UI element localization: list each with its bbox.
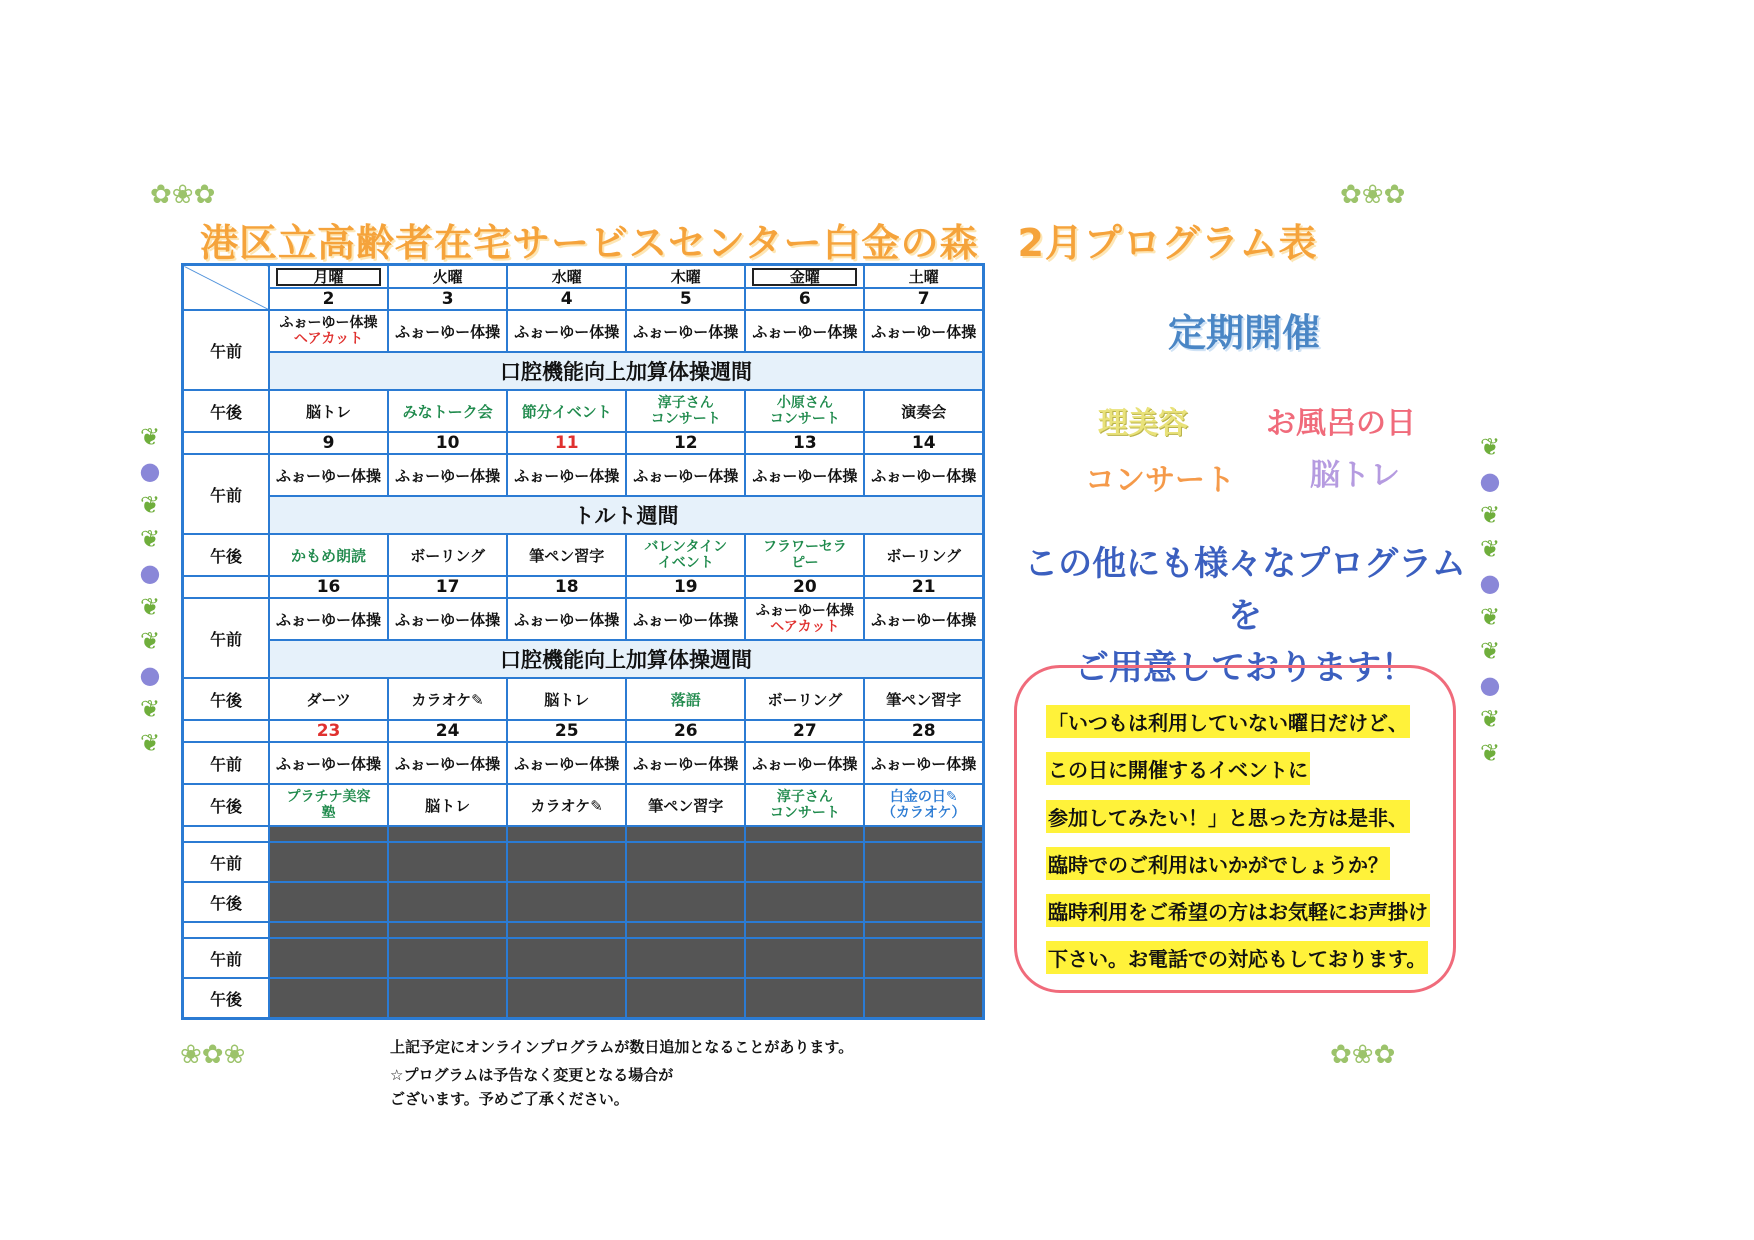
am-cell: ふぉーゆー体操 <box>269 598 388 640</box>
am-cell: ふぉーゆー体操 <box>507 742 626 784</box>
date-cell: 14 <box>864 432 983 454</box>
am-cell: ふぉーゆー体操 <box>745 310 864 352</box>
pm-cell: 小原さん コンサート <box>745 390 864 432</box>
am-label: 午前 <box>183 598 270 678</box>
day-header-fri: 金曜 <box>745 265 864 289</box>
am-label: 午前 <box>183 454 270 534</box>
am-cell: ふぉーゆー体操 ヘアカット <box>269 310 388 352</box>
pm-cell: みなトーク会 <box>388 390 507 432</box>
date-cell: 5 <box>626 288 745 310</box>
am-cell: ふぉーゆー体操 <box>388 742 507 784</box>
am-cell: ふぉーゆー体操 <box>388 310 507 352</box>
pm-cell: 淳子さん コンサート <box>745 784 864 826</box>
info-line: 参加してみたい！」と思った方は是非、 <box>1046 800 1410 833</box>
info-line: 下さい。お電話での対応もしております。 <box>1046 941 1428 974</box>
date-cell: 28 <box>864 720 983 742</box>
date-cell: 20 <box>745 576 864 598</box>
pm-cell: フラワーセラ ピー <box>745 534 864 576</box>
date-cell: 4 <box>507 288 626 310</box>
am-cell: ふぉーゆー体操 <box>626 598 745 640</box>
pm-cell: 淳子さん コンサート <box>626 390 745 432</box>
pm-label: 午後 <box>183 390 270 432</box>
page-title: 港区立高齢者在宅サービスセンター白金の森 2月プログラム表 <box>200 221 1318 265</box>
am-label: 午前 <box>183 310 270 390</box>
date-cell: 13 <box>745 432 864 454</box>
legend-brain: 脳トレ <box>1310 458 1400 493</box>
am-cell: ふぉーゆー体操 <box>745 454 864 496</box>
day-header-sat: 土曜 <box>864 265 983 289</box>
date-cell: 10 <box>388 432 507 454</box>
regular-events-heading: 定期開催 <box>1168 311 1321 355</box>
flower-decoration-icon: ✿❀✿ <box>150 180 216 210</box>
pm-label: 午後 <box>183 534 270 576</box>
flower-decoration-icon: ❀✿❀ <box>180 1040 246 1070</box>
pm-cell: カラオケ✎ <box>507 784 626 826</box>
vine-decoration-icon: ❦ ● ❦ ❦ ● ❦ ❦ ● ❦ ❦ <box>139 423 161 757</box>
pm-cell: 白金の日✎ （カラオケ） <box>864 784 983 826</box>
pm-label: 午後 <box>183 678 270 720</box>
pm-cell: ダーツ <box>269 678 388 720</box>
pm-label: 午後 <box>183 978 270 1019</box>
pm-cell: ボーリング <box>388 534 507 576</box>
date-cell: 19 <box>626 576 745 598</box>
am-cell: ふぉーゆー体操 <box>507 310 626 352</box>
date-cell: 7 <box>864 288 983 310</box>
pm-cell: 筆ペン習字 <box>864 678 983 720</box>
am-label: 午前 <box>183 842 270 882</box>
pm-cell: ボーリング <box>745 678 864 720</box>
date-cell: 6 <box>745 288 864 310</box>
info-line: 「いつもは利用していない曜日だけど、 <box>1046 705 1410 738</box>
day-header-wed: 水曜 <box>507 265 626 289</box>
pm-cell: プラチナ美容 塾 <box>269 784 388 826</box>
legend-hair: 理美容 <box>1098 406 1188 441</box>
date-cell: 27 <box>745 720 864 742</box>
am-cell: ふぉーゆー体操 <box>269 742 388 784</box>
date-cell: 9 <box>269 432 388 454</box>
date-cell: 12 <box>626 432 745 454</box>
pm-cell: 節分イベント <box>507 390 626 432</box>
footnote: ☆プログラムは予告なく変更となる場合が <box>390 1066 674 1084</box>
promo-text: この他にも様々なプログラムを ご用意しております！ <box>1024 544 1466 688</box>
vine-decoration-icon: ❦ ● ❦ ❦ ● ❦ ❦ ● ❦ ❦ <box>1479 433 1501 767</box>
date-cell: 3 <box>388 288 507 310</box>
footnote: 上記予定にオンラインプログラムが数日追加となることがあります。 <box>390 1038 854 1056</box>
pm-label: 午後 <box>183 784 270 826</box>
date-cell: 16 <box>269 576 388 598</box>
schedule-table <box>181 263 985 1020</box>
am-cell: ふぉーゆー体操 <box>269 454 388 496</box>
am-cell: ふぉーゆー体操 <box>507 454 626 496</box>
day-header-mon: 月曜 <box>269 265 388 289</box>
am-label: 午前 <box>183 938 270 978</box>
date-cell: 2 <box>269 288 388 310</box>
week-banner: トルト週間 <box>269 496 984 534</box>
date-cell: 11 <box>507 432 626 454</box>
pm-cell: 筆ペン習字 <box>507 534 626 576</box>
pm-cell: カラオケ✎ <box>388 678 507 720</box>
am-cell: ふぉーゆー体操 <box>864 454 983 496</box>
date-cell: 17 <box>388 576 507 598</box>
corner-cell <box>183 265 270 311</box>
date-cell: 23 <box>269 720 388 742</box>
am-label: 午前 <box>183 742 270 784</box>
date-cell: 24 <box>388 720 507 742</box>
day-header-thu: 木曜 <box>626 265 745 289</box>
date-cell: 25 <box>507 720 626 742</box>
pm-cell: 落語 <box>626 678 745 720</box>
legend-bath: お風呂の日 <box>1266 406 1416 441</box>
am-cell: ふぉーゆー体操 <box>864 742 983 784</box>
info-line: この日に開催するイベントに <box>1046 752 1310 785</box>
week-banner: 口腔機能向上加算体操週間 <box>269 352 984 390</box>
pm-cell: 演奏会 <box>864 390 983 432</box>
am-cell: ふぉーゆー体操 <box>626 454 745 496</box>
pm-cell: ボーリング <box>864 534 983 576</box>
info-line: 臨時でのご利用はいかがでしょうか？ <box>1046 847 1390 880</box>
am-cell: ふぉーゆー体操 ヘアカット <box>745 598 864 640</box>
pm-cell: 筆ペン習字 <box>626 784 745 826</box>
am-cell: ふぉーゆー体操 <box>745 742 864 784</box>
am-cell: ふぉーゆー体操 <box>388 598 507 640</box>
info-line: 臨時利用をご希望の方はお気軽にお声掛け <box>1046 894 1430 927</box>
date-cell: 18 <box>507 576 626 598</box>
footnote: ございます。予めご了承ください。 <box>390 1090 629 1108</box>
legend-concert: コンサート <box>1085 463 1235 498</box>
am-cell: ふぉーゆー体操 <box>388 454 507 496</box>
am-cell: ふぉーゆー体操 <box>864 310 983 352</box>
am-cell: ふぉーゆー体操 <box>507 598 626 640</box>
pm-cell: 脳トレ <box>388 784 507 826</box>
flower-decoration-icon: ✿❀✿ <box>1340 180 1406 210</box>
day-header-tue: 火曜 <box>388 265 507 289</box>
pm-cell: バレンタイン イベント <box>626 534 745 576</box>
pm-cell: 脳トレ <box>269 390 388 432</box>
am-cell: ふぉーゆー体操 <box>626 310 745 352</box>
flower-decoration-icon: ✿❀✿ <box>1330 1040 1396 1070</box>
date-cell: 26 <box>626 720 745 742</box>
week-banner: 口腔機能向上加算体操週間 <box>269 640 984 678</box>
date-cell: 21 <box>864 576 983 598</box>
pm-cell: 脳トレ <box>507 678 626 720</box>
pm-label: 午後 <box>183 882 270 922</box>
am-cell: ふぉーゆー体操 <box>626 742 745 784</box>
am-cell: ふぉーゆー体操 <box>864 598 983 640</box>
pm-cell: かもめ朗読 <box>269 534 388 576</box>
